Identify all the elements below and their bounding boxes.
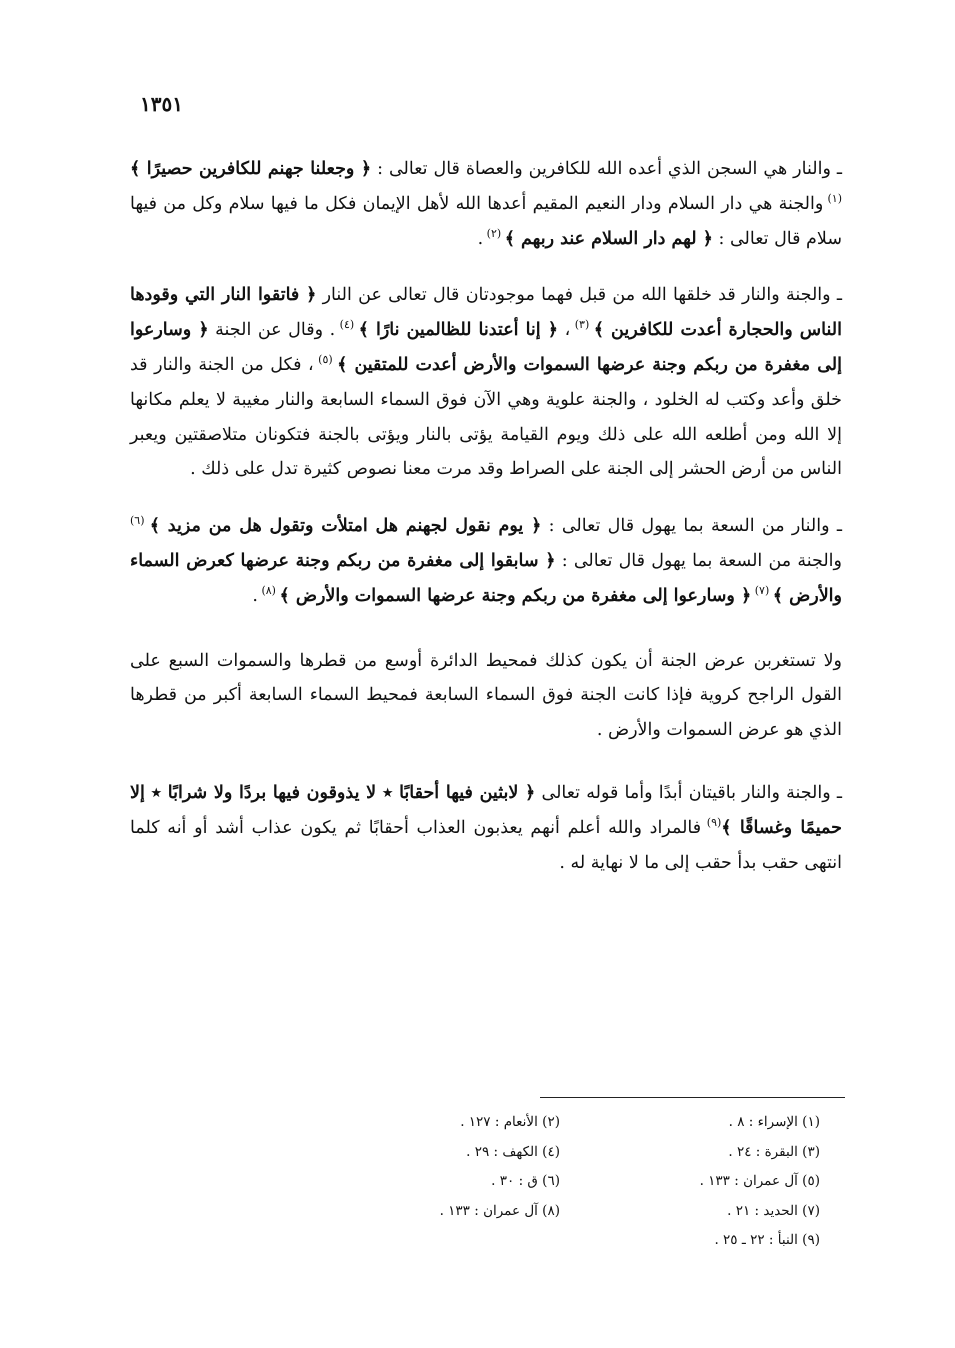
text-run: فالمراد والله أعلم أنهم يعذبون العذاب أحقابًا ثم يكون عذاب أشد أو أنه كلما انتهى حقب بدأ حقب إلى ما لا نهاية له . xyxy=(130,817,842,873)
footnote-3: (٣) البقرة : ٢٤ . xyxy=(728,1143,820,1160)
footnote-ref: (٤) xyxy=(335,318,359,332)
footnote-ref: (٢) xyxy=(483,226,505,240)
text-run: ـ والنار هي السجن الذي أعده الله للكافرين والعصاة قال تعالى : xyxy=(371,159,842,179)
footnote-ref: (٣) xyxy=(570,318,594,332)
footnotes-left-column xyxy=(340,1108,560,1256)
paragraph-vastness xyxy=(130,509,842,613)
text-run: والجنة هي دار السلام ودار النعيم المقيم أعدها الله لأهل الإيمان فكل ما فيها سلام وكل من فيها سلام قال تعالى : xyxy=(130,193,842,249)
quran-quote: ﴿ لهم دار السلام عند ربهم ﴾ xyxy=(504,228,713,249)
footnote-9: (٩) النبأ : ٢٢ ـ ٢٥ . xyxy=(714,1232,820,1248)
footnote-ref: (٥) xyxy=(313,353,338,367)
quran-quote: ﴿ وجعلنا جهنم للكافرين حصيرًا ﴾ xyxy=(130,159,372,179)
text-run: ـ والجنة والنار قد خلقها الله من قبل فهما موجودتان قال تعالى عن النار xyxy=(316,285,842,306)
footnote-divider xyxy=(540,1097,845,1098)
text-run: . xyxy=(477,228,484,249)
main-text xyxy=(130,152,842,902)
footnote-ref: (٨) xyxy=(257,583,280,597)
paragraph-eternity xyxy=(130,776,842,880)
page-number: ١٣٥١ xyxy=(140,92,183,116)
footnote-5: (٥) آل عمران : ١٣٣ . xyxy=(699,1173,820,1189)
quran-quote: ﴿ فاتقوا النار التي وقودها الناس والحجارة أعدت للكافرين ﴾ xyxy=(130,285,842,341)
text-run: ـ والنار من السعة بما يهول قال تعالى : xyxy=(541,516,842,537)
quran-quote: ﴿ وسارعوا إلى مغفرة من ربكم وجنة عرضها السموات والأرض أعدت للمتقين ﴾ xyxy=(130,320,843,375)
quran-quote: ﴿ لابثين فيها أحقابًا ٭ لا يذوقون فيها بردًا ولا شرابًا ٭ إلا حميمًا وغساقًا ﴾ xyxy=(130,782,842,838)
paragraph-fire-and-paradise xyxy=(130,152,842,256)
text-run: ـ والجنة والنار باقيتان أبدًا وأما قوله تعالى xyxy=(535,782,842,803)
quran-quote: ﴿ يوم نقول لجهنم هل امتلأت وتقول هل من مزيد ﴾ xyxy=(149,516,542,537)
footnotes-right-column xyxy=(600,1108,820,1256)
text-run: والجنة من السعة بما يهول قال تعالى : xyxy=(555,550,842,571)
text-run: ، فكل من الجنة والنار قد خلق وأعد وكتب له الخلود ، والجنة علوية وهي الآن فوق السماء السابعة والنار مغيبة لا يعلم مكانها إلا الله ومن أطلعه الله على ذلك ويوم القيامة يؤتى بالنار ويؤتى بالجنة فتكونان متلاصقتين ويعبر الناس من أرض الحشر إلى الجنة على الصراط وقد مرت معنا نصوص كثيرة تدل على ذلك . xyxy=(130,354,842,480)
footnote-ref: (٧) xyxy=(751,583,773,597)
footnote-8: (٨) آل عمران : ١٣٣ . xyxy=(439,1202,560,1219)
footnote-ref: (١) xyxy=(823,191,842,205)
footnote-2: (٢) الأنعام : ١٢٧ . xyxy=(460,1114,560,1130)
text-run: ، xyxy=(558,320,571,341)
paragraph-width-of-paradise xyxy=(130,644,842,748)
quran-quote: ﴿ إنا أعتدنا للظالمين نارًا ﴾ xyxy=(358,320,559,341)
quran-quote: ﴿ سابقوا إلى مغفرة من ربكم وجنة عرضها كعرض السماء والأرض ﴾ xyxy=(130,550,842,606)
footnote-7: (٧) الحديد : ٢١ . xyxy=(727,1202,820,1219)
footnote-ref: (٦) xyxy=(130,514,150,528)
paragraph-already-created xyxy=(130,278,842,487)
footnote-6: (٦) ق : ٣٠ . xyxy=(491,1173,560,1189)
footnote-4: (٤) الكهف : ٢٩ . xyxy=(466,1143,560,1160)
text-run: . وقال عن الجنة xyxy=(208,320,336,341)
text-run: . xyxy=(252,585,258,606)
footnotes xyxy=(300,1108,820,1256)
text-run: ولا تستغربن عرض الجنة أن يكون كذلك فمحيط الدائرة أوسع من قطرها والسموات السبع على القول الراجح كروية فإذا كانت الجنة فوق السماء السابعة فمحيط السماء السابعة أكبر من قطرها الذي هو عرض السموات والأرض . xyxy=(130,650,842,741)
footnote-ref: (٩) xyxy=(701,815,722,829)
quran-quote: ﴿ وسارعوا إلى مغفرة من ربكم وجنة عرضها السموات والأرض ﴾ xyxy=(279,585,752,606)
footnote-1: (١) الإسراء : ٨ . xyxy=(728,1114,820,1130)
